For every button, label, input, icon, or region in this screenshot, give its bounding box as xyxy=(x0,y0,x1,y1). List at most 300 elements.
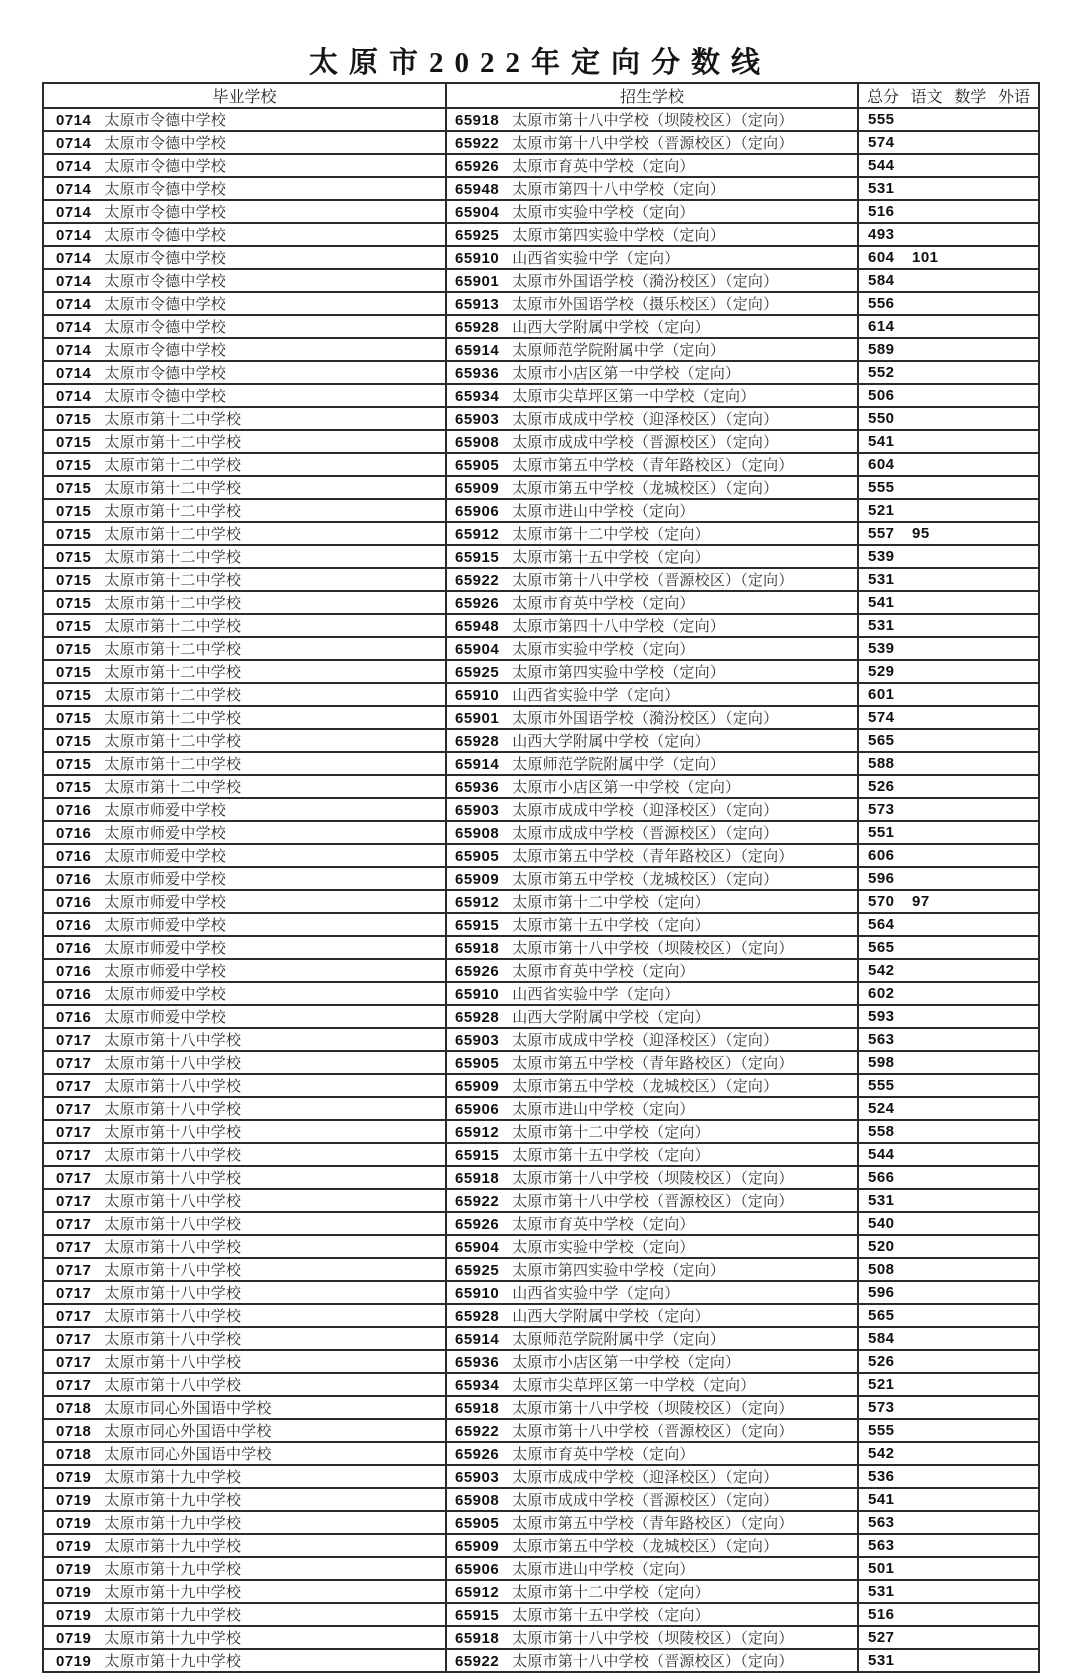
admission-school-name: 太原市第十二中学校（定向） xyxy=(512,527,710,543)
admission-school-cell xyxy=(446,1074,858,1097)
admission-school-code: 65908 xyxy=(455,434,500,451)
admission-school-name: 太原市成成中学校（迎泽校区）（定向） xyxy=(512,1470,779,1486)
graduation-school-cell xyxy=(43,959,446,982)
graduation-school-cell xyxy=(43,1350,446,1373)
admission-school-cell xyxy=(446,637,858,660)
total-score-value: 501 xyxy=(868,1560,895,1577)
admission-school-code: 65910 xyxy=(455,687,500,704)
table-row xyxy=(43,1534,1039,1557)
total-score-value: 596 xyxy=(868,870,895,887)
graduation-school-code: 0717 xyxy=(56,1262,92,1279)
graduation-school-code: 0719 xyxy=(56,1538,92,1555)
admission-school-cell xyxy=(446,453,858,476)
admission-school-code: 65909 xyxy=(455,1078,500,1095)
graduation-school-cell xyxy=(43,890,446,913)
admission-school-cell xyxy=(446,1212,858,1235)
total-score-value: 520 xyxy=(868,1238,895,1255)
score-cell xyxy=(858,407,1039,430)
admission-school-code: 65922 xyxy=(455,1193,500,1210)
table-row xyxy=(43,1350,1039,1373)
score-cell xyxy=(858,959,1039,982)
total-score-value: 563 xyxy=(868,1514,895,1531)
admission-school-name: 太原市实验中学校（定向） xyxy=(512,1240,695,1256)
admission-school-code: 65915 xyxy=(455,1147,500,1164)
admission-school-code: 65928 xyxy=(455,1308,500,1325)
total-score-value: 588 xyxy=(868,755,895,772)
admission-school-name: 太原市第十五中学校（定向） xyxy=(512,1148,710,1164)
score-cell xyxy=(858,1534,1039,1557)
graduation-school-cell xyxy=(43,1649,446,1672)
table-row xyxy=(43,1327,1039,1350)
graduation-school-name: 太原市第十二中学校 xyxy=(104,481,242,497)
admission-school-cell xyxy=(446,1465,858,1488)
graduation-school-cell xyxy=(43,1074,446,1097)
total-score-value: 606 xyxy=(868,847,895,864)
table-row xyxy=(43,522,1039,545)
admission-school-code: 65905 xyxy=(455,1515,500,1532)
admission-school-cell xyxy=(446,407,858,430)
admission-school-cell xyxy=(446,1235,858,1258)
graduation-school-name: 太原市令德中学校 xyxy=(104,366,226,382)
score-cell xyxy=(858,775,1039,798)
graduation-school-code: 0714 xyxy=(56,388,92,405)
table-row xyxy=(43,1097,1039,1120)
table-row xyxy=(43,1649,1039,1672)
table-row xyxy=(43,1304,1039,1327)
admission-school-cell xyxy=(446,1304,858,1327)
total-score-value: 531 xyxy=(868,617,895,634)
table-row xyxy=(43,683,1039,706)
total-score-value: 602 xyxy=(868,985,895,1002)
graduation-school-name: 太原市第十二中学校 xyxy=(104,780,242,796)
graduation-school-name: 太原市令德中学校 xyxy=(104,136,226,152)
total-score-value: 544 xyxy=(868,1146,895,1163)
graduation-school-cell xyxy=(43,683,446,706)
graduation-school-code: 0718 xyxy=(56,1423,92,1440)
graduation-school-code: 0715 xyxy=(56,687,92,704)
admission-school-name: 太原市第十五中学校（定向） xyxy=(512,918,710,934)
admission-school-cell xyxy=(446,821,858,844)
graduation-school-cell xyxy=(43,407,446,430)
admission-school-name: 太原市第五中学校（龙城校区）（定向） xyxy=(512,481,779,497)
admission-school-name: 太原市第五中学校（青年路校区）（定向） xyxy=(512,849,794,865)
graduation-school-name: 太原市第十二中学校 xyxy=(104,688,242,704)
total-score-value: 539 xyxy=(868,548,895,565)
admission-school-cell xyxy=(446,959,858,982)
total-score-value: 493 xyxy=(868,226,895,243)
graduation-school-name: 太原市第十八中学校 xyxy=(104,1332,242,1348)
score-cell xyxy=(858,1281,1039,1304)
graduation-school-name: 太原市第十八中学校 xyxy=(104,1217,242,1233)
graduation-school-name: 太原市第十二中学校 xyxy=(104,757,242,773)
admission-school-name: 太原市育英中学校（定向） xyxy=(512,596,695,612)
admission-school-code: 65918 xyxy=(455,1170,500,1187)
graduation-school-cell xyxy=(43,1120,446,1143)
admission-school-code: 65904 xyxy=(455,641,500,658)
table-row xyxy=(43,568,1039,591)
score-cell xyxy=(858,499,1039,522)
graduation-school-code: 0716 xyxy=(56,848,92,865)
table-row xyxy=(43,1258,1039,1281)
admission-school-name: 太原市第十八中学校（晋源校区）（定向） xyxy=(512,573,794,589)
admission-school-cell xyxy=(446,545,858,568)
admission-school-code: 65912 xyxy=(455,894,500,911)
admission-school-code: 65910 xyxy=(455,250,500,267)
admission-school-code: 65934 xyxy=(455,1377,500,1394)
admission-school-cell xyxy=(446,798,858,821)
admission-school-code: 65906 xyxy=(455,503,500,520)
table-row xyxy=(43,1557,1039,1580)
admission-school-code: 65926 xyxy=(455,595,500,612)
graduation-school-code: 0715 xyxy=(56,595,92,612)
col-header-admission-school: 招生学校 xyxy=(446,83,858,108)
graduation-school-cell xyxy=(43,982,446,1005)
score-cell xyxy=(858,844,1039,867)
table-row xyxy=(43,361,1039,384)
graduation-school-cell xyxy=(43,798,446,821)
admission-school-name: 太原市第十八中学校（坝陵校区）（定向） xyxy=(512,113,794,129)
admission-school-code: 65936 xyxy=(455,779,500,796)
admission-school-cell xyxy=(446,1373,858,1396)
graduation-school-name: 太原市第十八中学校 xyxy=(104,1194,242,1210)
table-row xyxy=(43,1120,1039,1143)
graduation-school-name: 太原市第十二中学校 xyxy=(104,412,242,428)
graduation-school-cell xyxy=(43,1028,446,1051)
graduation-school-name: 太原市第十八中学校 xyxy=(104,1263,242,1279)
score-cell xyxy=(858,614,1039,637)
admission-school-code: 65905 xyxy=(455,1055,500,1072)
graduation-school-cell xyxy=(43,338,446,361)
graduation-school-name: 太原市第十八中学校 xyxy=(104,1171,242,1187)
graduation-school-name: 太原市师爱中学校 xyxy=(104,872,226,888)
graduation-school-name: 太原市第十九中学校 xyxy=(104,1493,242,1509)
admission-school-name: 太原市育英中学校（定向） xyxy=(512,964,695,980)
admission-school-cell xyxy=(446,499,858,522)
score-cell xyxy=(858,154,1039,177)
table-row xyxy=(43,499,1039,522)
admission-school-name: 太原市进山中学校（定向） xyxy=(512,504,695,520)
graduation-school-cell xyxy=(43,775,446,798)
admission-school-name: 太原市第四实验中学校（定向） xyxy=(512,665,726,681)
admission-school-code: 65908 xyxy=(455,825,500,842)
total-score-value: 573 xyxy=(868,1399,895,1416)
score-cell xyxy=(858,430,1039,453)
table-row xyxy=(43,821,1039,844)
graduation-school-name: 太原市同心外国语中学校 xyxy=(104,1447,272,1463)
graduation-school-name: 太原市第十二中学校 xyxy=(104,527,242,543)
table-row xyxy=(43,108,1039,131)
table-row xyxy=(43,384,1039,407)
table-row xyxy=(43,269,1039,292)
graduation-school-code: 0718 xyxy=(56,1400,92,1417)
score-cell xyxy=(858,1442,1039,1465)
table-row xyxy=(43,1580,1039,1603)
graduation-school-code: 0717 xyxy=(56,1124,92,1141)
col-header-scores xyxy=(858,83,1039,108)
total-score-value: 566 xyxy=(868,1169,895,1186)
total-score-value: 539 xyxy=(868,640,895,657)
graduation-school-code: 0715 xyxy=(56,756,92,773)
admission-school-code: 65910 xyxy=(455,1285,500,1302)
admission-school-cell xyxy=(446,1327,858,1350)
graduation-school-code: 0715 xyxy=(56,549,92,566)
graduation-school-code: 0714 xyxy=(56,181,92,198)
admission-school-cell xyxy=(446,154,858,177)
total-score-value: 540 xyxy=(868,1215,895,1232)
admission-school-cell xyxy=(446,476,858,499)
admission-school-code: 65908 xyxy=(455,1492,500,1509)
graduation-school-name: 太原市第十九中学校 xyxy=(104,1516,242,1532)
score-cell xyxy=(858,269,1039,292)
total-score-value: 555 xyxy=(868,479,895,496)
graduation-school-cell xyxy=(43,1097,446,1120)
table-row xyxy=(43,913,1039,936)
score-cell xyxy=(858,660,1039,683)
admission-school-code: 65905 xyxy=(455,457,500,474)
table-row xyxy=(43,1189,1039,1212)
score-table xyxy=(42,82,1040,1673)
admission-school-name: 太原市小店区第一中学校（定向） xyxy=(512,1355,741,1371)
total-score-value: 565 xyxy=(868,939,895,956)
score-cell xyxy=(858,522,1039,545)
admission-school-cell xyxy=(446,200,858,223)
admission-school-cell xyxy=(446,1649,858,1672)
admission-school-code: 65903 xyxy=(455,802,500,819)
score-cell xyxy=(858,108,1039,131)
table-row xyxy=(43,614,1039,637)
table-row xyxy=(43,1396,1039,1419)
admission-school-name: 太原市第十二中学校（定向） xyxy=(512,1125,710,1141)
score-cell xyxy=(858,1327,1039,1350)
score-cell xyxy=(858,1235,1039,1258)
table-row xyxy=(43,177,1039,200)
score-cell xyxy=(858,338,1039,361)
table-row xyxy=(43,936,1039,959)
admission-school-name: 太原市第十五中学校（定向） xyxy=(512,550,710,566)
total-score-value: 508 xyxy=(868,1261,895,1278)
admission-school-name: 太原市实验中学校（定向） xyxy=(512,642,695,658)
graduation-school-name: 太原市同心外国语中学校 xyxy=(104,1401,272,1417)
chinese-score-value: 101 xyxy=(912,249,939,266)
graduation-school-name: 太原市第十二中学校 xyxy=(104,596,242,612)
graduation-school-cell xyxy=(43,1327,446,1350)
score-cell xyxy=(858,1189,1039,1212)
admission-school-code: 65904 xyxy=(455,204,500,221)
score-cell xyxy=(858,1028,1039,1051)
admission-school-code: 65922 xyxy=(455,1653,500,1670)
graduation-school-name: 太原市第十九中学校 xyxy=(104,1539,242,1555)
graduation-school-cell xyxy=(43,384,446,407)
graduation-school-code: 0715 xyxy=(56,618,92,635)
table-row xyxy=(43,775,1039,798)
graduation-school-code: 0714 xyxy=(56,342,92,359)
admission-school-name: 太原市进山中学校（定向） xyxy=(512,1562,695,1578)
admission-school-name: 山西大学附属中学校（定向） xyxy=(512,320,710,336)
graduation-school-code: 0714 xyxy=(56,204,92,221)
graduation-school-code: 0714 xyxy=(56,112,92,129)
graduation-school-name: 太原市第十八中学校 xyxy=(104,1125,242,1141)
admission-school-code: 65918 xyxy=(455,1630,500,1647)
admission-school-cell xyxy=(446,1534,858,1557)
admission-school-code: 65926 xyxy=(455,158,500,175)
graduation-school-cell xyxy=(43,453,446,476)
score-cell xyxy=(858,1005,1039,1028)
graduation-school-cell xyxy=(43,1580,446,1603)
total-score-value: 596 xyxy=(868,1284,895,1301)
graduation-school-cell xyxy=(43,1603,446,1626)
graduation-school-code: 0716 xyxy=(56,894,92,911)
admission-school-cell xyxy=(446,1350,858,1373)
admission-school-code: 65915 xyxy=(455,1607,500,1624)
graduation-school-cell xyxy=(43,1166,446,1189)
graduation-school-code: 0714 xyxy=(56,158,92,175)
admission-school-cell xyxy=(446,890,858,913)
graduation-school-code: 0717 xyxy=(56,1101,92,1118)
score-cell xyxy=(858,683,1039,706)
score-cell xyxy=(858,1350,1039,1373)
graduation-school-name: 太原市第十二中学校 xyxy=(104,435,242,451)
score-cell xyxy=(858,1649,1039,1672)
total-score-value: 570 xyxy=(868,893,895,910)
admission-school-name: 太原市第五中学校（青年路校区）（定向） xyxy=(512,458,794,474)
graduation-school-code: 0719 xyxy=(56,1584,92,1601)
graduation-school-cell xyxy=(43,154,446,177)
graduation-school-code: 0719 xyxy=(56,1561,92,1578)
admission-school-code: 65903 xyxy=(455,1469,500,1486)
admission-school-cell xyxy=(446,177,858,200)
table-row xyxy=(43,729,1039,752)
graduation-school-code: 0715 xyxy=(56,434,92,451)
graduation-school-cell xyxy=(43,1442,446,1465)
table-row xyxy=(43,959,1039,982)
col-header-chinese-score: 语文 xyxy=(910,89,943,106)
graduation-school-cell xyxy=(43,752,446,775)
graduation-school-code: 0714 xyxy=(56,227,92,244)
admission-school-cell xyxy=(446,1028,858,1051)
table-row xyxy=(43,752,1039,775)
graduation-school-cell xyxy=(43,706,446,729)
admission-school-cell xyxy=(446,683,858,706)
table-row xyxy=(43,1212,1039,1235)
admission-school-cell xyxy=(446,361,858,384)
admission-school-name: 太原市育英中学校（定向） xyxy=(512,159,695,175)
admission-school-cell xyxy=(446,614,858,637)
admission-school-name: 太原市第五中学校（龙城校区）（定向） xyxy=(512,1079,779,1095)
graduation-school-cell xyxy=(43,177,446,200)
score-cell xyxy=(858,453,1039,476)
graduation-school-cell xyxy=(43,936,446,959)
admission-school-code: 65922 xyxy=(455,135,500,152)
admission-school-name: 太原市外国语学校（漪汾校区）（定向） xyxy=(512,274,779,290)
total-score-value: 555 xyxy=(868,1422,895,1439)
table-row xyxy=(43,1005,1039,1028)
score-cell xyxy=(858,1488,1039,1511)
graduation-school-name: 太原市第十二中学校 xyxy=(104,711,242,727)
admission-school-name: 太原师范学院附属中学（定向） xyxy=(512,1332,726,1348)
score-cell xyxy=(858,1166,1039,1189)
graduation-school-cell xyxy=(43,545,446,568)
admission-school-cell xyxy=(446,1051,858,1074)
graduation-school-cell xyxy=(43,200,446,223)
col-header-total-score: 总分 xyxy=(867,89,900,106)
table-row xyxy=(43,1143,1039,1166)
score-cell xyxy=(858,384,1039,407)
graduation-school-cell xyxy=(43,844,446,867)
graduation-school-code: 0719 xyxy=(56,1653,92,1670)
admission-school-cell xyxy=(446,292,858,315)
total-score-value: 531 xyxy=(868,1583,895,1600)
total-score-value: 551 xyxy=(868,824,895,841)
admission-school-name: 太原市实验中学校（定向） xyxy=(512,205,695,221)
graduation-school-name: 太原市师爱中学校 xyxy=(104,987,226,1003)
admission-school-cell xyxy=(446,936,858,959)
graduation-school-code: 0716 xyxy=(56,825,92,842)
graduation-school-code: 0715 xyxy=(56,710,92,727)
header-row xyxy=(43,83,1039,108)
admission-school-code: 65904 xyxy=(455,1239,500,1256)
table-row xyxy=(43,430,1039,453)
admission-school-cell xyxy=(446,1626,858,1649)
graduation-school-code: 0719 xyxy=(56,1630,92,1647)
score-cell xyxy=(858,177,1039,200)
graduation-school-code: 0715 xyxy=(56,664,92,681)
total-score-value: 521 xyxy=(868,502,895,519)
total-score-value: 552 xyxy=(868,364,895,381)
admission-school-code: 65914 xyxy=(455,756,500,773)
admission-school-name: 太原市成成中学校（晋源校区）（定向） xyxy=(512,826,779,842)
admission-school-code: 65910 xyxy=(455,986,500,1003)
total-score-value: 614 xyxy=(868,318,895,335)
admission-school-cell xyxy=(446,591,858,614)
graduation-school-cell xyxy=(43,1258,446,1281)
total-score-value: 604 xyxy=(868,249,895,266)
admission-school-name: 山西大学附属中学校（定向） xyxy=(512,734,710,750)
total-score-value: 565 xyxy=(868,732,895,749)
table-row xyxy=(43,867,1039,890)
graduation-school-code: 0717 xyxy=(56,1239,92,1256)
score-cell xyxy=(858,568,1039,591)
graduation-school-code: 0719 xyxy=(56,1492,92,1509)
score-cell xyxy=(858,1603,1039,1626)
graduation-school-cell xyxy=(43,591,446,614)
graduation-school-name: 太原市第十二中学校 xyxy=(104,550,242,566)
graduation-school-cell xyxy=(43,315,446,338)
graduation-school-code: 0717 xyxy=(56,1147,92,1164)
graduation-school-code: 0715 xyxy=(56,526,92,543)
graduation-school-name: 太原市令德中学校 xyxy=(104,205,226,221)
admission-school-code: 65906 xyxy=(455,1101,500,1118)
admission-school-name: 太原市第十八中学校（坝陵校区）（定向） xyxy=(512,1631,794,1647)
score-cell xyxy=(858,1097,1039,1120)
total-score-value: 527 xyxy=(868,1629,895,1646)
total-score-value: 593 xyxy=(868,1008,895,1025)
admission-school-cell xyxy=(446,1005,858,1028)
admission-school-code: 65934 xyxy=(455,388,500,405)
col-header-foreign-score: 外语 xyxy=(997,89,1030,106)
admission-school-code: 65925 xyxy=(455,664,500,681)
total-score-value: 531 xyxy=(868,1652,895,1669)
admission-school-code: 65948 xyxy=(455,618,500,635)
table-row xyxy=(43,131,1039,154)
admission-school-name: 太原市外国语学校（漪汾校区）（定向） xyxy=(512,711,779,727)
admission-school-cell xyxy=(446,1189,858,1212)
score-cell xyxy=(858,1258,1039,1281)
graduation-school-cell xyxy=(43,1465,446,1488)
graduation-school-name: 太原市令德中学校 xyxy=(104,389,226,405)
admission-school-cell xyxy=(446,338,858,361)
graduation-school-code: 0717 xyxy=(56,1331,92,1348)
page-title: 太原市2022年定向分数线 xyxy=(308,47,771,79)
